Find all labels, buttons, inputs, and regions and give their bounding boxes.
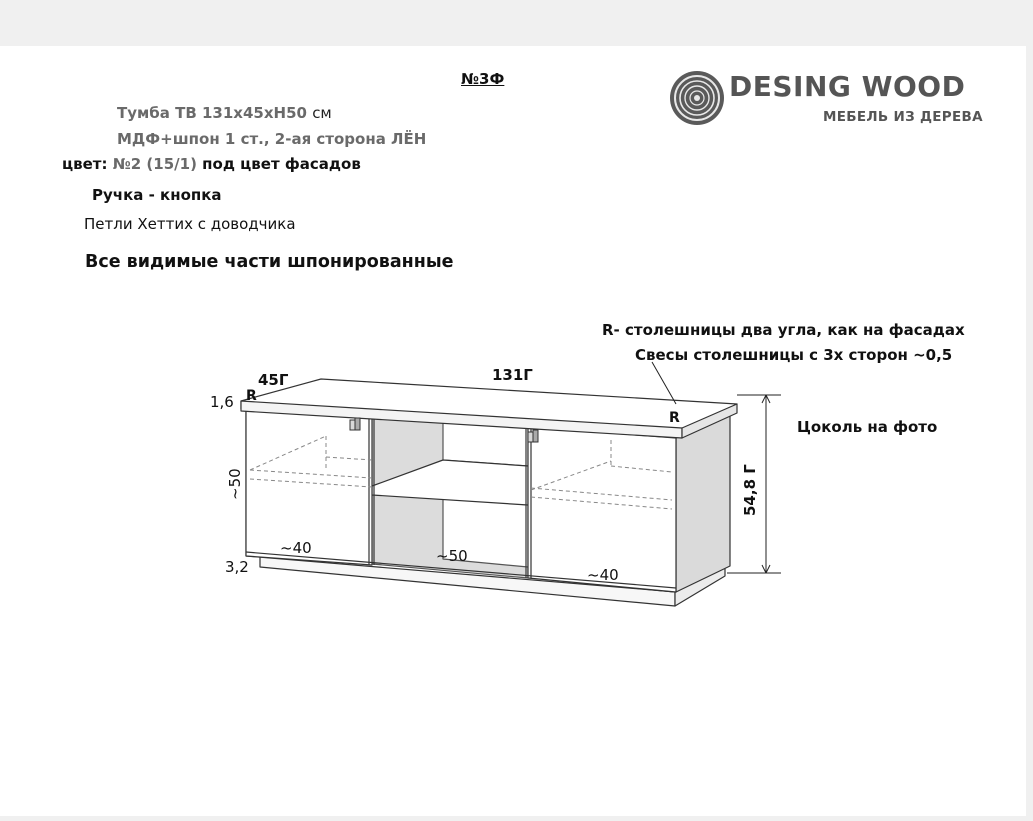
plinth-height-label: 3,2 bbox=[225, 558, 249, 576]
width-label: 131Г bbox=[492, 366, 533, 384]
handle-spec: Ручка - кнопка bbox=[92, 186, 222, 204]
color-label: цвет: bbox=[62, 155, 108, 173]
radius-left-label: R bbox=[246, 388, 257, 404]
spec-title bbox=[117, 104, 332, 122]
total-height-label: 54,8 Г bbox=[741, 464, 759, 516]
left-door-width-label: ~40 bbox=[280, 539, 312, 557]
document-number: №3Ф bbox=[461, 70, 505, 88]
spec-title-text: Тумба ТВ 131х45хН50 bbox=[117, 104, 307, 122]
niche-width-label: ~50 bbox=[436, 547, 468, 565]
overhang-note: Свесы столешницы с 3х сторон ~0,5 bbox=[635, 346, 953, 364]
color-code: №2 (15/1) bbox=[112, 155, 197, 173]
veneer-note: Все видимые части шпонированные bbox=[85, 252, 454, 272]
color-note: под цвет фасадов bbox=[202, 155, 361, 173]
plinth-note: Цоколь на фото bbox=[797, 418, 938, 436]
radius-right-label: R bbox=[669, 410, 680, 426]
carcass-height-label: ~50 bbox=[226, 468, 244, 500]
brand-tagline: МЕБЕЛЬ ИЗ ДЕРЕВА bbox=[823, 109, 983, 125]
right-door-width-label: ~40 bbox=[587, 566, 619, 584]
top-thickness-label: 1,6 bbox=[210, 393, 234, 411]
radius-note: R- столешницы два угла, как на фасадах bbox=[602, 321, 965, 339]
wood-rings-icon bbox=[670, 71, 724, 125]
depth-label: 45Г bbox=[258, 371, 289, 389]
color-line bbox=[62, 155, 361, 173]
brand-name: DESING WOOD bbox=[729, 70, 966, 103]
radius-leader bbox=[652, 362, 676, 404]
hinges-spec: Петли Хеттих с доводчика bbox=[84, 215, 296, 233]
spec-title-unit: см bbox=[312, 104, 332, 122]
spec-material: МДФ+шпон 1 ст., 2-ая сторона ЛЁН bbox=[117, 130, 427, 148]
carcass-side bbox=[676, 414, 730, 592]
